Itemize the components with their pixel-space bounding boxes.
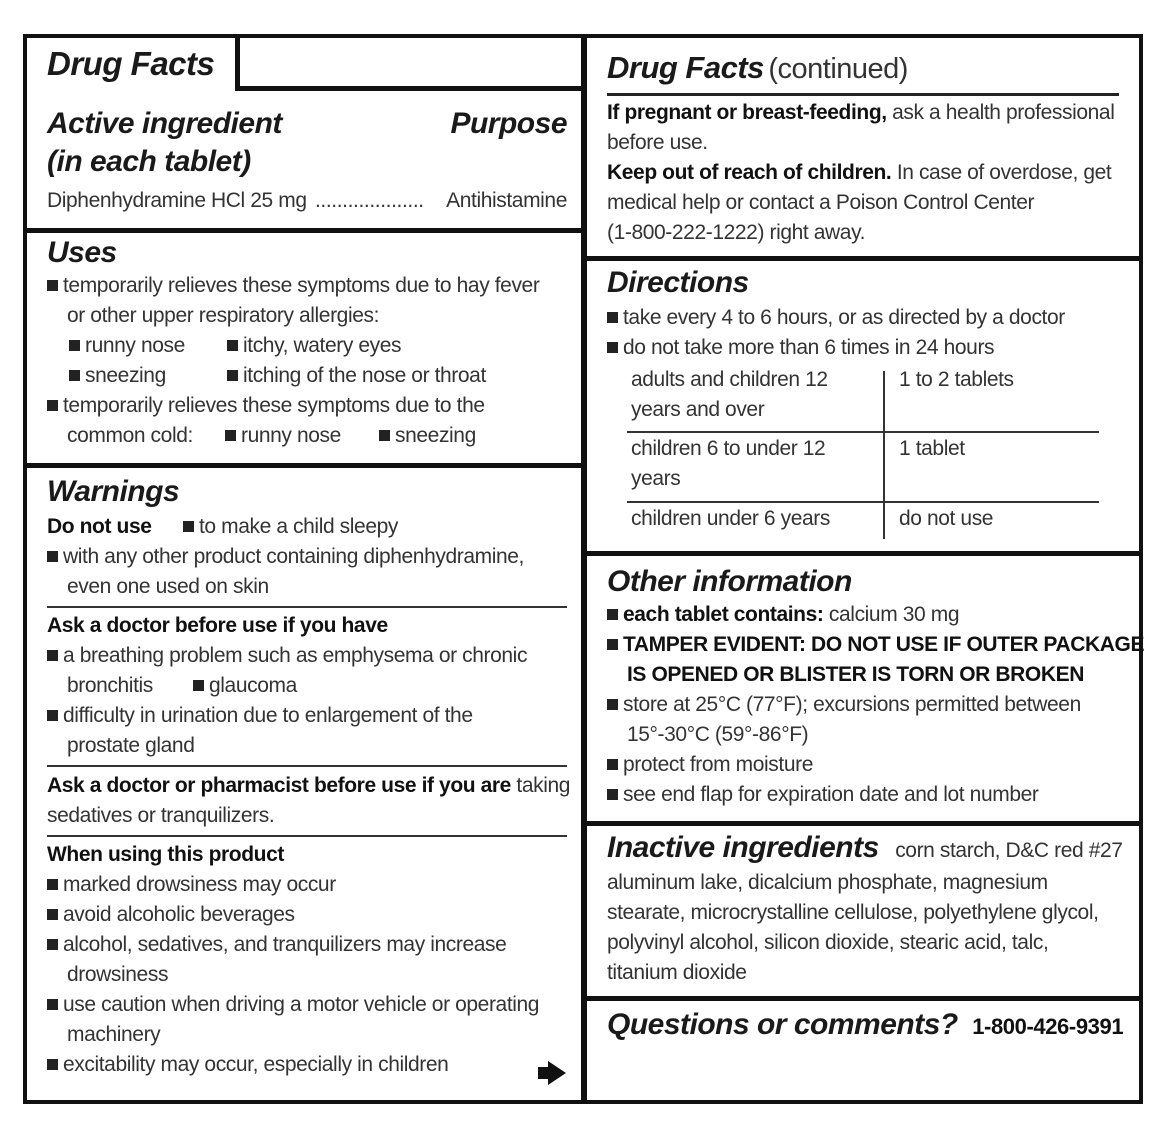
- warning-item: use caution when driving a motor vehicle or operating: [63, 993, 540, 1016]
- info-item: calcium 30 mg: [828, 603, 960, 626]
- bullet-icon: [47, 650, 58, 661]
- ingredient-dots: ....................: [315, 189, 424, 212]
- ingredient-purpose: Antihistamine: [446, 189, 567, 212]
- direction-item: take every 4 to 6 hours, or as directed by a doctor: [623, 306, 1065, 329]
- warning-item: prostate gland: [67, 734, 195, 757]
- active-ingredient-heading: Active ingredient: [47, 107, 282, 140]
- warning-item: drowsiness: [67, 963, 169, 986]
- uses-line: or other upper respiratory allergies:: [67, 304, 380, 327]
- bullet-icon: [47, 939, 58, 950]
- bullet-icon: [47, 879, 58, 890]
- bullet-icon: [69, 340, 80, 351]
- bullet-icon: [607, 609, 618, 620]
- other-information-heading: Other information: [607, 565, 852, 598]
- warning-item: avoid alcoholic beverages: [63, 903, 295, 926]
- direction-item: do not take more than 6 times in 24 hours: [623, 336, 995, 359]
- warning-item: bronchitis: [67, 674, 153, 697]
- warning-item: a breathing problem such as emphysema or chronic: [63, 644, 528, 667]
- bullet-icon: [47, 400, 58, 411]
- inactive-ingredients-text: corn starch, D&C red #27: [895, 839, 1123, 862]
- info-item: protect from moisture: [623, 753, 813, 776]
- symptom: itching of the nose or throat: [243, 364, 486, 387]
- table-cell: adults and children 12: [631, 368, 828, 391]
- keep-out-label: Keep out of reach of children.: [607, 161, 892, 184]
- uses-line: temporarily relieves these symptoms due to hay fever: [63, 274, 540, 297]
- bullet-icon: [47, 710, 58, 721]
- directions-heading: Directions: [607, 266, 749, 299]
- tamper-evident-text: IS OPENED OR BLISTER IS TORN OR BROKEN: [627, 663, 1084, 686]
- warning-item: to make a child sleepy: [199, 515, 398, 538]
- inactive-ingredients-text: aluminum lake, dicalcium phosphate, magnesium: [607, 871, 1048, 894]
- info-item: 15°-30°C (59°-86°F): [627, 723, 809, 746]
- thin-divider: [607, 93, 1119, 96]
- uses-line: temporarily relieves these symptoms due to the: [63, 394, 485, 417]
- bullet-icon: [47, 1059, 58, 1070]
- bullet-icon: [379, 430, 390, 441]
- bullet-icon: [607, 312, 618, 323]
- table-cell: 1 tablet: [899, 437, 965, 460]
- bullet-icon: [607, 639, 618, 650]
- info-item: see end flap for expiration date and lot number: [623, 783, 1039, 806]
- bullet-icon: [47, 280, 58, 291]
- warnings-section: [27, 468, 581, 1098]
- warning-item: machinery: [67, 1023, 161, 1046]
- do-not-use-label: Do not use: [47, 515, 152, 538]
- drug-facts-title: Drug Facts: [47, 45, 215, 82]
- bullet-icon: [193, 680, 204, 691]
- warning-item: sedatives or tranquilizers.: [47, 804, 275, 827]
- ask-doctor-label: Ask a doctor before use if you have: [47, 614, 388, 637]
- title-area: [27, 38, 581, 94]
- tamper-evident-text: TAMPER EVIDENT: DO NOT USE IF OUTER PACKAGE: [623, 633, 1145, 656]
- table-cell: children 6 to under 12: [631, 437, 826, 460]
- other-information-section: [587, 556, 1145, 821]
- table-cell: 1 to 2 tablets: [899, 368, 1014, 391]
- warning-item: alcohol, sedatives, and tranquilizers may increase: [63, 933, 507, 956]
- symptom: runny nose: [241, 424, 341, 447]
- questions-section: [587, 1001, 1139, 1101]
- drug-facts-continued-title: Drug Facts: [607, 50, 764, 85]
- bullet-icon: [607, 342, 618, 353]
- uses-section: [27, 233, 581, 463]
- inactive-ingredients-heading: Inactive ingredients: [607, 831, 879, 864]
- warning-item: with any other product containing diphenhydramine,: [63, 545, 524, 568]
- bullet-icon: [47, 999, 58, 1010]
- uses-heading: Uses: [47, 236, 117, 269]
- warning-item: even one used on skin: [67, 575, 269, 598]
- warning-item: glaucoma: [209, 674, 297, 697]
- uses-line: common cold:: [67, 424, 193, 447]
- warning-item: before use.: [607, 131, 708, 154]
- title-tab-bottom: [235, 86, 581, 91]
- table-cell: years and over: [631, 398, 765, 421]
- when-using-label: When using this product: [47, 843, 284, 866]
- directions-section: [587, 261, 1139, 551]
- continued-label: (continued): [768, 53, 908, 85]
- questions-heading: Questions or comments?: [607, 1008, 958, 1041]
- title-tab-edge: [235, 38, 240, 90]
- right-panel: [583, 34, 1143, 1104]
- table-cell: children under 6 years: [631, 507, 830, 530]
- bullet-icon: [47, 909, 58, 920]
- ingredient-name: Diphenhydramine HCl 25 mg: [47, 189, 307, 212]
- table-row-divider: [627, 431, 1099, 433]
- left-panel: [23, 34, 585, 1104]
- questions-phone: 1-800-426-9391: [972, 1014, 1124, 1039]
- inactive-ingredients-text: titanium dioxide: [607, 961, 747, 984]
- bullet-icon: [607, 789, 618, 800]
- bullet-icon: [607, 699, 618, 710]
- inactive-ingredients-text: stearate, microcrystalline cellulose, polyethylene glycol,: [607, 901, 1099, 924]
- thin-divider: [47, 765, 567, 767]
- symptom: runny nose: [85, 334, 185, 357]
- ask-pharmacist-label: Ask a doctor or pharmacist before use if you are: [47, 774, 511, 797]
- bullet-icon: [69, 370, 80, 381]
- inactive-ingredients-section: [587, 826, 1139, 996]
- warning-item: taking: [516, 774, 571, 797]
- thin-divider: [47, 835, 567, 837]
- warning-item: difficulty in urination due to enlargement of the: [63, 704, 473, 727]
- table-row-divider: [627, 501, 1099, 503]
- table-vline: [883, 371, 885, 539]
- bullet-icon: [225, 430, 236, 441]
- bullet-icon: [47, 551, 58, 562]
- bullet-icon: [607, 759, 618, 770]
- symptom: sneezing: [85, 364, 166, 387]
- warning-item: In case of overdose, get: [896, 161, 1112, 184]
- symptom: sneezing: [395, 424, 476, 447]
- thin-divider: [47, 606, 567, 608]
- warnings-heading: Warnings: [47, 475, 180, 508]
- purpose-heading: Purpose: [450, 107, 567, 140]
- pregnant-label: If pregnant or breast-feeding,: [607, 101, 887, 124]
- tablet-contains-label: each tablet contains:: [623, 603, 824, 626]
- continued-section: [587, 38, 1139, 256]
- bullet-icon: [227, 370, 238, 381]
- warning-item: medical help or contact a Poison Control Center: [607, 191, 1035, 214]
- bullet-icon: [227, 340, 238, 351]
- table-cell: years: [631, 467, 681, 490]
- active-ingredient-section: [27, 94, 581, 229]
- warning-item: marked drowsiness may occur: [63, 873, 336, 896]
- active-ingredient-subheading: (in each tablet): [47, 145, 251, 178]
- table-cell: do not use: [899, 507, 994, 530]
- warning-item: excitability may occur, especially in children: [63, 1053, 449, 1076]
- symptom: itchy, watery eyes: [243, 334, 402, 357]
- inactive-ingredients-text: polyvinyl alcohol, silicon dioxide, stearic acid, talc,: [607, 931, 1049, 954]
- bullet-icon: [183, 521, 194, 532]
- warning-item: ask a health professional: [892, 101, 1115, 124]
- info-item: store at 25°C (77°F); excursions permitted between: [623, 693, 1081, 716]
- poison-control-phone: (1-800-222-1222) right away.: [607, 221, 866, 244]
